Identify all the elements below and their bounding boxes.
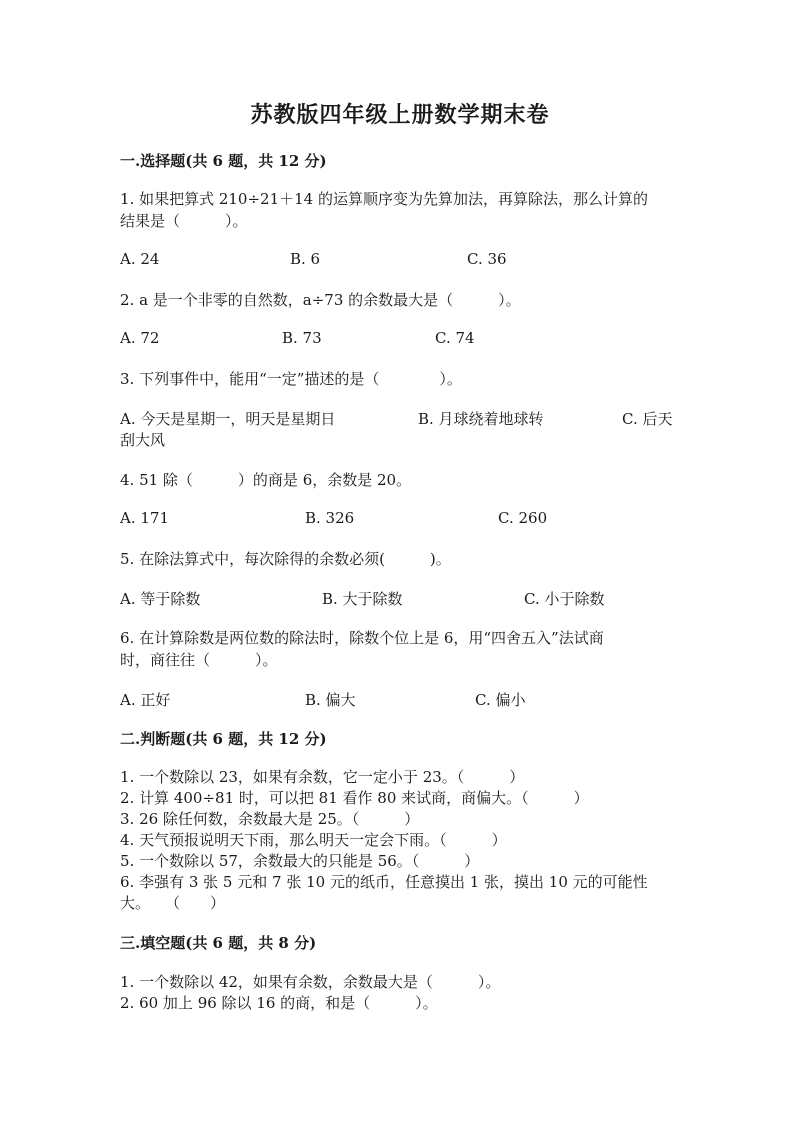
option-a: A. 今天是星期一，明天是星期日 [120,410,336,428]
option-a: A. 正好 [120,691,171,709]
option-a: A. 等于除数 [120,590,201,608]
question-text: 5. 在除法算式中，每次除得的余数必须( )。 [120,550,451,568]
fill-blank-item: 1. 一个数除以 42，如果有余数，余数最大是（ ）。 [120,973,501,991]
question-text: 6. 在计算除数是两位数的除法时，除数个位上是 6，用“四舍五入”法试商 [120,629,604,647]
option-c-continuation: 刮大风 [120,431,166,449]
option-a: A. 24 [120,250,160,268]
judgement-item: 大。 （ ） [120,894,226,912]
judgement-item: 5. 一个数除以 57，余数最大的只能是 56。（ ） [120,852,480,870]
question-text: 4. 51 除（ ）的商是 6，余数是 20。 [120,471,412,489]
page-title: 苏教版四年级上册数学期末卷 [250,102,550,128]
judgement-item: 4. 天气预报说明天下雨，那么明天一定会下雨。（ ） [120,831,507,849]
option-c: C. 260 [498,509,548,527]
section-heading-fill-blank: 三.填空题(共 6 题，共 8 分) [120,934,317,952]
option-c: C. 74 [435,329,475,347]
judgement-item: 3. 26 除任何数，余数最大是 25。（ ） [120,810,420,828]
option-b: B. 73 [282,329,322,347]
question-text: 3. 下列事件中，能用“一定”描述的是（ ）。 [120,370,462,388]
judgement-item: 1. 一个数除以 23，如果有余数，它一定小于 23。（ ） [120,768,525,786]
option-b: B. 326 [305,509,355,527]
option-b: B. 月球绕着地球转 [418,410,544,428]
option-c: C. 后天 [622,410,673,428]
option-c: C. 偏小 [475,691,526,709]
section-heading-choice: 一.选择题(共 6 题，共 12 分) [120,152,327,170]
judgement-item: 6. 李强有 3 张 5 元和 7 张 10 元的纸币，任意摸出 1 张，摸出 10 元的可能性 [120,873,648,891]
option-a: A. 72 [120,329,160,347]
section-heading-judgement: 二.判断题(共 6 题，共 12 分) [120,730,327,748]
option-a: A. 171 [120,509,169,527]
question-text: 结果是（ ）。 [120,212,248,230]
fill-blank-item: 2. 60 加上 96 除以 16 的商，和是（ ）。 [120,994,438,1012]
option-c: C. 36 [467,250,507,268]
judgement-item: 2. 计算 400÷81 时，可以把 81 看作 80 来试商，商偏大。（ ） [120,789,589,807]
option-b: B. 6 [290,250,321,268]
question-text: 2. a 是一个非零的自然数，a÷73 的余数最大是（ ）。 [120,291,521,309]
question-text: 时，商往往（ ）。 [120,651,278,669]
option-b: B. 偏大 [305,691,356,709]
option-b: B. 大于除数 [322,590,403,608]
question-text: 1. 如果把算式 210÷21＋14 的运算顺序变为先算加法，再算除法，那么计算的 [120,190,648,208]
option-c: C. 小于除数 [524,590,605,608]
